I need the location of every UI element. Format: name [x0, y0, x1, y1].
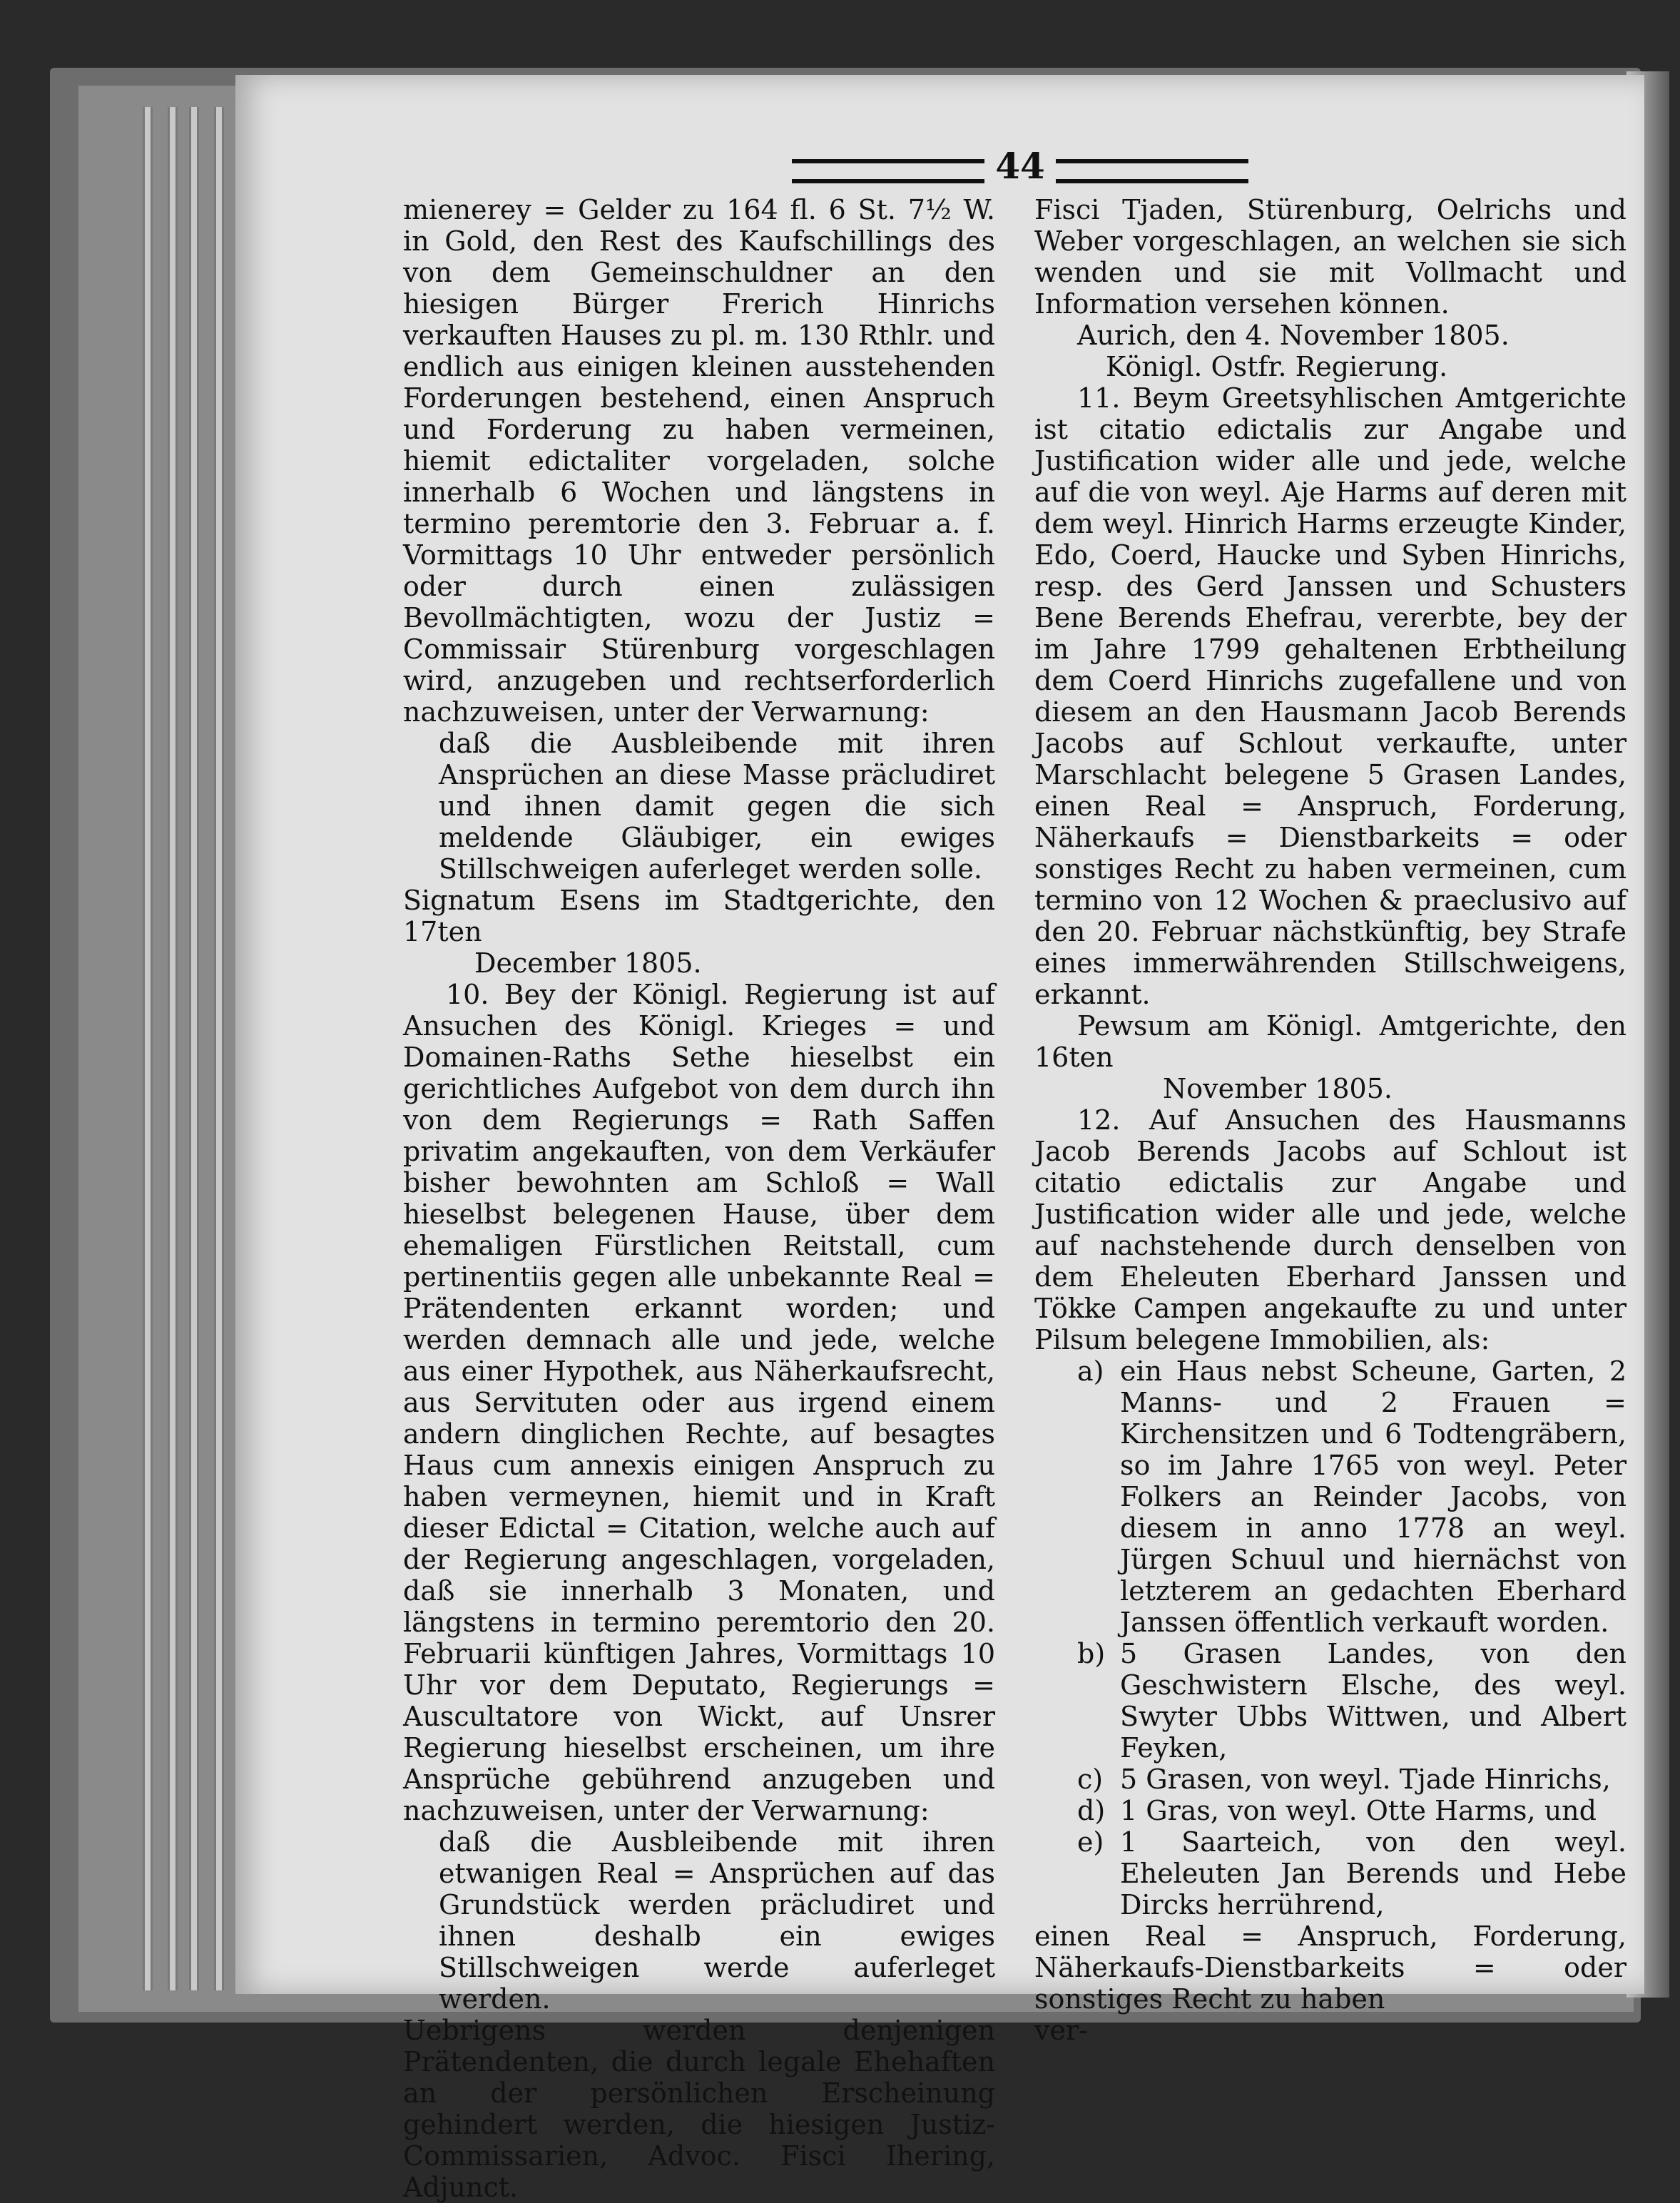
warning-clause: daß die Ausbleibende mit ihren etwanigen Real = Ansprüchen auf das Grundstück werden präcludiret und ihnen deshalb ein ewiges Stillschweigen werde auferleget werden. [439, 1826, 995, 2015]
list-item-text: 1 Saarteich, von den weyl. Eheleuten Jan Berends und Hebe Dircks herrührend, [1120, 1826, 1626, 1920]
list-item [1034, 1826, 1626, 1920]
page-number: 44 [995, 145, 1045, 187]
list-item-text: ein Haus nebst Scheune, Garten, 2 Manns- und 2 Frauen = Kirchensitzen und 6 Todtengräbern, so im Jahre 1765 von weyl. Peter Folkers an Reinder Jacobs, von diesem in anno 1778 an weyl. Jürgen Schuul und hiernächst von letzterem an gedachten Eberhard Janssen öffentlich verkauft worden. [1120, 1355, 1626, 1638]
paragraph: mienerey = Gelder zu 164 fl. 6 St. 7½ W. in Gold, den Rest des Kaufschillings des von dem Gemeinschuldner an den hiesigen Bürger Frerich Hinrichs verkauften Hauses zu pl. m. 130 Rthlr. und endlich aus einigen kleinen ausstehenden Forderungen bestehend, einen Anspruch und Forderung zu haben vermeinen, hiemit edictaliter vorgeladen, solche innerhalb 6 Wochen und längstens in termino peremtorie den 3. Februar a. f. Vormittags 10 Uhr entweder persönlich oder durch einen zulässigen Bevollmächtigten, wozu der Justiz = Commissair Stürenburg vorgeschlagen wird, anzugeben und rechtserforderlich nachzuweisen, unter der Verwarnung: [403, 194, 995, 728]
list-item [1034, 1638, 1626, 1764]
paragraph: 11. Beym Greetsyhlischen Amtgerichte ist citatio edictalis zur Angabe und Justification wider alle und jede, welche auf die von weyl. Aje Harms auf deren mit dem weyl. Hinrich Harms erzeugte Kinder, Edo, Coerd, Haucke und Syben Hinrichs, resp. des Gerd Janssen und Schusters Bene Berends Ehefrau, vererbte, bey der im Jahre 1799 gehaltenen Erbtheilung dem Coerd Hinrichs zugefallene und von diesem an den Hausmann Jacob Berends Jacobs auf Schlout verkaufte, unter Marschlacht belegene 5 Grasen Landes, einen Real = Anspruch, Forderung, Näherkaufs = Dienstbarkeits = oder sonstiges Recht zu haben vermeinen, cum termino von 12 Wochen & praeclusivo auf den 20. Februar nächstkünftig, bey Strafe eines immerwährenden Stillschweigens, erkannt. [1034, 382, 1626, 1010]
page-header [792, 145, 1320, 187]
paragraph: Fisci Tjaden, Stürenburg, Oelrichs und Weber vorgeschlagen, an welchen sie sich wenden und sie mit Vollmacht und Information versehen können. [1034, 194, 1626, 320]
page-leaf-edge [143, 107, 153, 1990]
header-rule-left [792, 159, 984, 183]
list-item-text: 1 Gras, von weyl. Otte Harms, und [1120, 1795, 1597, 1826]
list-item-label: e) [1077, 1826, 1104, 1858]
signature-date: December 1805. [474, 947, 702, 979]
paragraph: 10. Bey der Königl. Regierung ist auf Ansuchen des Königl. Krieges = und Domainen-Raths Sethe hieselbst ein gerichtliches Aufgebot von dem durch ihn von dem Regierungs = Rath Saffen privatim angekauften, von dem Verkäufer bisher bewohnten am Schloß = Wall hieselbst belegenen Hause, über dem ehemaligen Fürstlichen Reitstall, cum pertinentiis gegen alle unbekannte Real = Prätendenten erkannt worden; und werden demnach alle und jede, welche aus einer Hypothek, aus Näherkaufsrecht, aus Servituten oder aus irgend einem andern dinglichen Rechte, auf besagtes Haus cum annexis einigen Anspruch zu haben vermeynen, hiemit und in Kraft dieser Edictal = Citation, welche auch auf der Regierung angeschlagen, vorgeladen, daß sie innerhalb 3 Monaten, und längstens in termino peremtorio den 20. Februarii künftigen Jahres, Vormittags 10 Uhr vor dem Deputato, Regierungs = Auscultatore von Wickt, auf Unsrer Regierung hieselbst erscheinen, um ihre Ansprüche gebührend anzugeben und nachzuweisen, unter der Verwarnung: [403, 979, 995, 1826]
right-column [1034, 194, 1626, 2046]
page-leaf-edge [189, 107, 199, 1990]
list-item-label: d) [1077, 1795, 1106, 1826]
signature-line: Aurich, den 4. November 1805. [1077, 320, 1510, 351]
list-item-label: b) [1077, 1638, 1106, 1669]
list-item-label: a) [1077, 1355, 1104, 1387]
signature-authority: Königl. Ostfr. Regierung. [1106, 351, 1448, 382]
signature-line: Pewsum am Königl. Amtgerichte, den 16ten [1034, 1010, 1626, 1073]
closing-text: einen Real = Anspruch, Forderung, Näherkaufs-Dienstbarkeits = oder sonstiges Recht zu haben [1034, 1920, 1626, 2015]
signature-line: Signatum Esens im Stadtgerichte, den 17ten [403, 885, 995, 947]
list-item [1034, 1355, 1626, 1638]
warning-clause: daß die Ausbleibende mit ihren Ansprüchen an diese Masse präcludiret und ihnen damit gegen die sich meldende Gläubiger, ein ewiges Stillschweigen auferleget werden solle. [439, 728, 995, 885]
page-leaf-edge [214, 107, 224, 1990]
header-rule-right [1056, 159, 1248, 183]
left-column [403, 194, 995, 2203]
list-item-text: 5 Grasen Landes, von den Geschwistern Elsche, des weyl. Swyter Ubbs Wittwen, und Albert Feyken, [1120, 1638, 1626, 1764]
signature-date: November 1805. [1163, 1073, 1393, 1104]
list-item [1034, 1764, 1626, 1795]
paragraph: 12. Auf Ansuchen des Hausmanns Jacob Berends Jacobs auf Schlout ist citatio edictalis zur Angabe und Justification wider alle und jede, welche auf nachstehende durch denselben von dem Eheleuten Eberhard Janssen und Tökke Campen angekaufte zu und unter Pilsum belegene Immobilien, als: [1034, 1104, 1626, 1355]
list-item [1034, 1795, 1626, 1826]
paragraph: Uebrigens werden denjenigen Prätendenten, die durch legale Ehehaften an der persönlichen Erscheinung gehindert werden, die hiesigen Justiz-Commissarien, Advoc. Fisci Ihering, Adjunct. [403, 2015, 995, 2203]
catchword: ver- [1034, 2015, 1088, 2046]
page-leaf-edge [168, 107, 178, 1990]
list-item-text: 5 Grasen, von weyl. Tjade Hinrichs, [1120, 1764, 1611, 1795]
list-item-label: c) [1077, 1764, 1104, 1795]
